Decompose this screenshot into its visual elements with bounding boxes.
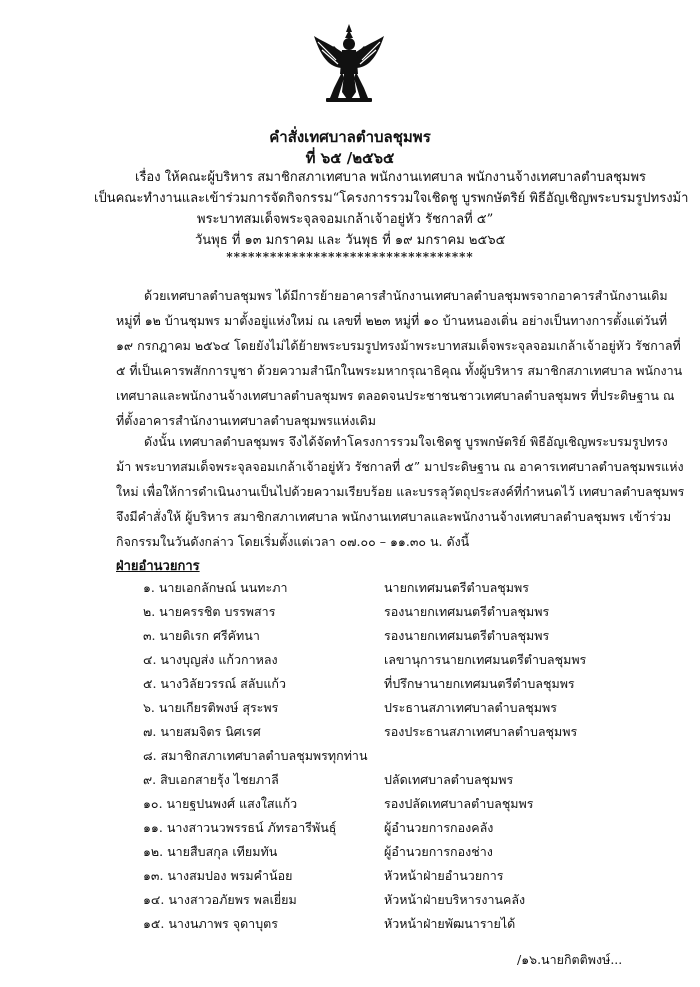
- paragraph-2-line: จึงมีคำสั่งให้ ผู้บริหาร สมาชิกสภาเทศบาล พนักงานเทศบาลและพนักงานจ้างเทศบาลตำบลชุมพร เข้าร่วม: [116, 509, 672, 524]
- member-name: ๑๓. นางสมปอง พรมคำน้อย: [143, 868, 293, 883]
- list-item: [0, 602, 700, 627]
- member-name: ๑. นายเอกลักษณ์ นนทะภา: [143, 580, 288, 595]
- paragraph-2-line: ดังนั้น เทศบาลตำบลชุมพร จึงได้จัดทำโครงการรวมใจเชิดชู บูรพกษัตริย์ พิธีอัญเชิญพระบรมรูปทรง: [144, 434, 668, 449]
- member-name: ๖. นายเกียรติพงษ์ สุระพร: [143, 700, 279, 715]
- paragraph-1-line: เทศบาลและพนักงานจ้างเทศบาลตำบลชุมพร ตลอดจนประชาชนชาวเทศบาลตำบลชุมพร ที่ประดิษฐาน ณ: [116, 388, 675, 403]
- list-item: [0, 674, 700, 699]
- member-name: ๑๔. นางสาวอภัยพร พลเยี่ยม: [143, 892, 297, 907]
- member-role: ที่ปรึกษานายกเทศมนตรีตำบลชุมพร: [384, 676, 575, 691]
- paragraph-2-line: ม้า พระบาทสมเด็จพระจุลจอมเกล้าเจ้าอยู่หัว รัชกาลที่ ๕” มาประดิษฐาน ณ อาคารเทศบาลตำบลชุมพรแห่ง: [116, 459, 684, 474]
- paragraph-2: [116, 429, 685, 554]
- paragraph-1-line: ๑๙ กรกฎาคม ๒๕๖๔ โดยยังไม่ได้ย้ายพระบรมรูปทรงม้าพระบาทสมเด็จพระจุลจอมเกล้าเจ้าอยู่หัว รัชกาลที่: [116, 338, 681, 353]
- continuation-note: /๑๖.นายกิตติพงษ์...: [517, 952, 623, 967]
- list-item: [0, 914, 700, 939]
- order-title: คำสั่งเทศบาลตำบลชุมพร: [269, 128, 431, 146]
- list-item: [0, 650, 700, 675]
- paragraph-1-line: หมู่ที่ ๑๒ บ้านชุมพร มาตั้งอยู่แห่งใหม่ ณ เลขที่ ๒๒๓ หมู่ที่ ๑๐ บ้านหนองเติ่น อย่างเป็นทางการตั้งแต่วันที่: [116, 313, 668, 328]
- member-name: ๑๐. นายฐปนพงศ์ แสงใสแก้ว: [143, 796, 298, 811]
- list-item: [0, 770, 700, 795]
- member-role: ปลัดเทศบาลตำบลชุมพร: [384, 772, 514, 787]
- member-role: นายกเทศมนตรีตำบลชุมพร: [384, 580, 529, 595]
- list-item: [0, 818, 700, 843]
- member-name: ๗. นายสมจิตร นิศเรศ: [143, 724, 261, 739]
- subject-line-1: เรื่อง ให้คณะผู้บริหาร สมาชิกสภาเทศบาล พนักงานเทศบาล พนักงานจ้างเทศบาลตำบลชุมพร: [135, 170, 647, 185]
- member-role: ประธานสภาเทศบาลตำบลชุมพร: [384, 700, 557, 715]
- paragraph-1-line: ด้วยเทศบาลตำบลชุมพร ได้มีการย้ายอาคารสำนักงานเทศบาลตำบลชุมพรจากอาคารสำนักงานเดิม: [144, 288, 668, 303]
- member-name: ๒. นายครรชิต บรรพสาร: [143, 604, 276, 619]
- member-name: ๕. นางวิลัยวรรณ์ สลับแก้ว: [143, 676, 286, 691]
- member-role: หัวหน้าฝ่ายพัฒนารายได้: [384, 916, 516, 931]
- member-name: ๓. นายดิเรก ศรีคัทนา: [143, 628, 260, 643]
- list-item: [0, 626, 700, 651]
- garuda-emblem-icon: [312, 22, 386, 104]
- subject-line-3: พระบาทสมเด็จพระจุลจอมเกล้าเจ้าอยู่หัว รัชกาลที่ ๕”: [197, 212, 494, 227]
- list-item: [0, 890, 700, 915]
- order-number: ที่ ๖๕ /๒๕๖๕: [305, 149, 395, 167]
- paragraph-2-line: ใหม่ เพื่อให้การดำเนินงานเป็นไปด้วยความเรียบร้อย และบรรลุวัตถุประสงค์ที่กำหนดไว้ เทศบาลตำบลชุมพร: [116, 484, 685, 499]
- member-role: เลขานุการนายกเทศมนตรีตำบลชุมพร: [384, 652, 587, 667]
- member-role: รองนายกเทศมนตรีตำบลชุมพร: [384, 628, 550, 643]
- member-name: ๑๕. นางนภาพร จุดาบุตร: [143, 916, 278, 931]
- list-item: [0, 794, 700, 819]
- subject-line-4: วันพุธ ที่ ๑๓ มกราคม และ วันพุธ ที่ ๑๙ มกราคม ๒๕๖๕: [195, 233, 506, 248]
- member-name: ๑๑. นางสาวนวพรรธน์ ภัทรอารีพันธุ์: [143, 820, 337, 835]
- member-name: ๑๒. นายสืบสกุล เทียมทัน: [143, 844, 278, 859]
- member-role: รองปลัดเทศบาลตำบลชุมพร: [384, 796, 534, 811]
- list-item: [0, 842, 700, 867]
- paragraph-1: [116, 283, 683, 433]
- member-role: หัวหน้าฝ่ายอำนวยการ: [384, 868, 504, 883]
- separator: **********************************: [226, 250, 474, 264]
- member-name: ๔. นางบุญส่ง แก้วกาหลง: [143, 652, 278, 667]
- member-role: ผู้อำนวยการกองคลัง: [384, 820, 494, 835]
- member-role: รองประธานสภาเทศบาลตำบลชุมพร: [384, 724, 578, 739]
- member-role: รองนายกเทศมนตรีตำบลชุมพร: [384, 604, 550, 619]
- section-title: ฝ่ายอำนวยการ: [116, 559, 200, 574]
- list-item: [0, 722, 700, 747]
- list-item: [0, 578, 700, 603]
- paragraph-1-line: ๕ ที่เป็นเคารพสักการบูชา ด้วยความสำนึกในพระมหากรุณาธิคุณ ทั้งผู้บริหาร สมาชิกสภาเทศบาล พนักงาน: [116, 363, 683, 378]
- member-name: ๙. สิบเอกสายรุ้ง ไชยภาลี: [143, 772, 279, 787]
- member-name: ๘. สมาชิกสภาเทศบาลตำบลชุมพรทุกท่าน: [143, 748, 368, 763]
- list-item: [0, 866, 700, 891]
- member-role: ผู้อำนวยการกองช่าง: [384, 844, 493, 859]
- list-item: [0, 746, 700, 771]
- paragraph-2-line: กิจกรรมในวันดังกล่าว โดยเริ่มตั้งแต่เวลา ๐๗.๐๐ – ๑๑.๓๐ น. ดังนี้: [116, 534, 470, 549]
- member-role: หัวหน้าฝ่ายบริหารงานคลัง: [384, 892, 526, 907]
- list-item: [0, 698, 700, 723]
- paragraph-1-line: ที่ตั้งอาคารสำนักงานเทศบาลตำบลชุมพรแห่งเดิม: [116, 413, 377, 428]
- subject-line-2: เป็นคณะทำงานและเข้าร่วมการจัดกิจกรรม“โครงการรวมใจเชิดชู บูรพกษัตริย์ พิธีอัญเชิญพระบรมรูปทรงม้า: [94, 191, 689, 206]
